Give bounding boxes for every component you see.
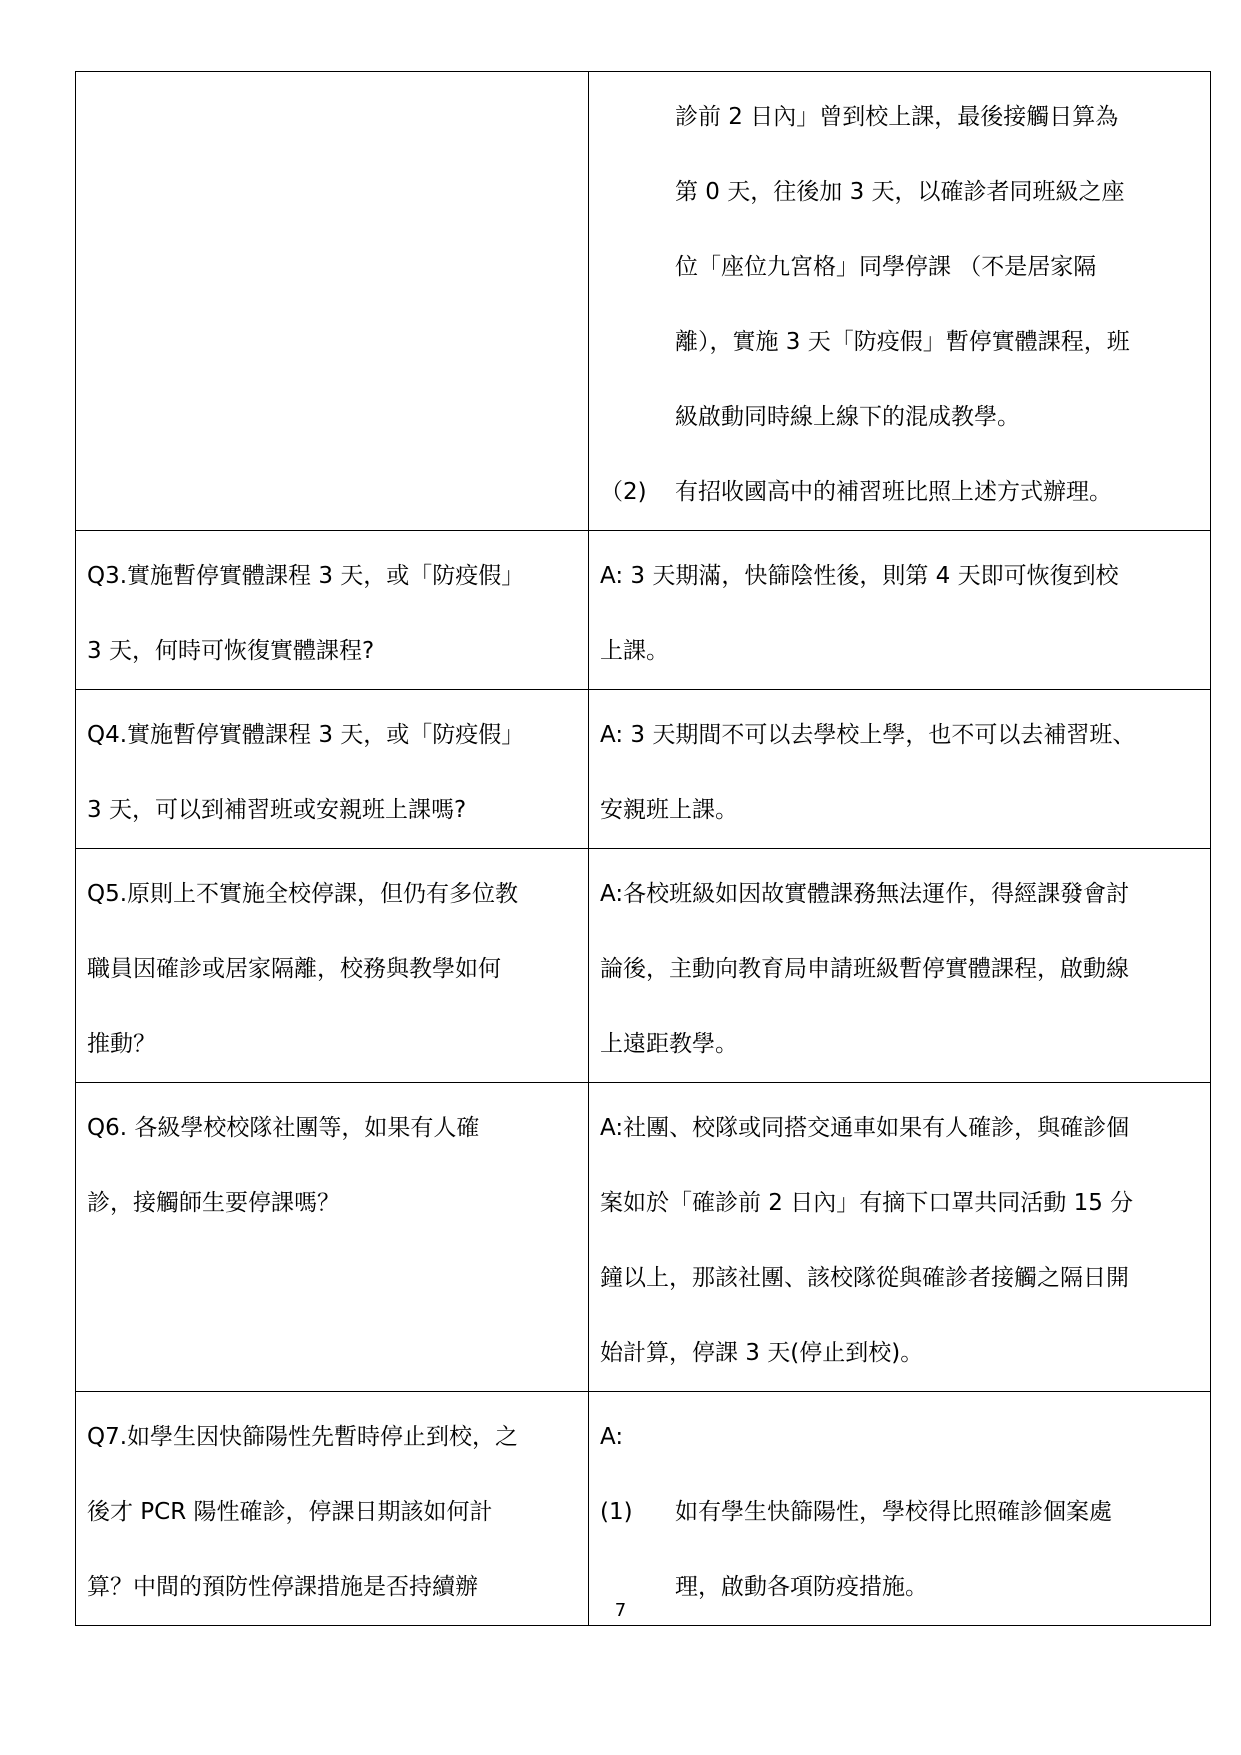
question-line: 診，接觸師生要停課嗎？ (87, 1190, 340, 1216)
answer-line: A:各校班級如因故實體課務無法運作，得經課發會討 (600, 881, 1130, 907)
answer-cell (589, 1392, 1211, 1626)
list-item-text: 有招收國高中的補習班比照上述方式辦理。 (675, 479, 1112, 505)
question-cell (76, 1392, 589, 1626)
answer-line: 位「座位九宮格」同學停課 （不是居家隔 (675, 254, 1097, 280)
answer-cell (589, 72, 1211, 531)
question-cell (76, 690, 589, 849)
answer-cell (589, 1083, 1211, 1392)
question-cell (76, 531, 589, 690)
question-cell (76, 1083, 589, 1392)
question-cell (76, 72, 589, 531)
list-item-number: (1) (600, 1499, 633, 1525)
answer-line: A: 3 天期間不可以去學校上學，也不可以去補習班、 (600, 722, 1136, 748)
question-line: Q4.實施暫停實體課程 3 天，或「防疫假」 (87, 722, 525, 748)
question-line: Q7.如學生因快篩陽性先暫時停止到校，之 (87, 1424, 519, 1450)
question-line: 3 天，可以到補習班或安親班上課嗎? (87, 797, 467, 823)
answer-line: 診前 2 日內」曾到校上課，最後接觸日算為 (675, 104, 1119, 130)
answer-line: 始計算，停課 3 天(停止到校)。 (600, 1340, 924, 1366)
table-row (76, 1083, 1211, 1392)
question-line: 推動？ (87, 1031, 156, 1057)
answer-line: 安親班上課。 (600, 797, 738, 823)
answer-line: 案如於「確診前 2 日內」有摘下口罩共同活動 15 分 (600, 1190, 1134, 1216)
answer-line: 級啟動同時線上線下的混成教學。 (675, 404, 1020, 430)
question-cell (76, 849, 589, 1083)
answer-line: 上遠距教學。 (600, 1031, 738, 1057)
answer-list-item (600, 455, 1200, 530)
table-row (76, 690, 1211, 849)
answer-line: 離），實施 3 天「防疫假」暫停實體課程，班 (675, 329, 1130, 355)
answer-line: A:社團、校隊或同搭交通車如果有人確診，與確診個 (600, 1115, 1130, 1141)
list-item-number: （2) (600, 479, 647, 505)
table-row (76, 531, 1211, 690)
question-line: Q6. 各級學校校隊社團等，如果有人確 (87, 1115, 480, 1141)
answer-head: A: (600, 1424, 624, 1450)
answer-line: 論後，主動向教育局申請班級暫停實體課程，啟動線 (600, 956, 1129, 982)
answer-line: 鐘以上，那該社團、該校隊從與確診者接觸之隔日開 (600, 1265, 1129, 1291)
answer-line: 上課。 (600, 638, 669, 664)
answer-cell (589, 849, 1211, 1083)
table-row (76, 849, 1211, 1083)
answer-line: 第 0 天，往後加 3 天，以確診者同班級之座 (675, 179, 1125, 205)
answer-cell (589, 690, 1211, 849)
table-row (76, 1392, 1211, 1626)
answer-cell (589, 531, 1211, 690)
table-row (76, 72, 1211, 531)
question-line: 後才 PCR 陽性確診，停課日期該如何計 (87, 1499, 493, 1525)
question-line: 3 天，何時可恢復實體課程? (87, 638, 375, 664)
list-item-line: 如有學生快篩陽性，學校得比照確診個案處 (675, 1499, 1112, 1525)
question-line: Q5.原則上不實施全校停課，但仍有多位教 (87, 881, 519, 907)
question-line: 職員因確診或居家隔離，校務與教學如何 (87, 956, 501, 982)
list-item-line: 理，啟動各項防疫措施。 (675, 1574, 928, 1600)
answer-line: A: 3 天期滿，快篩陰性後，則第 4 天即可恢復到校 (600, 563, 1119, 589)
page-number: 7 (614, 1600, 627, 1621)
faq-table (75, 71, 1211, 1626)
question-line: 算？中間的預防性停課措施是否持續辦 (87, 1574, 478, 1600)
question-line: Q3.實施暫停實體課程 3 天，或「防疫假」 (87, 563, 525, 589)
